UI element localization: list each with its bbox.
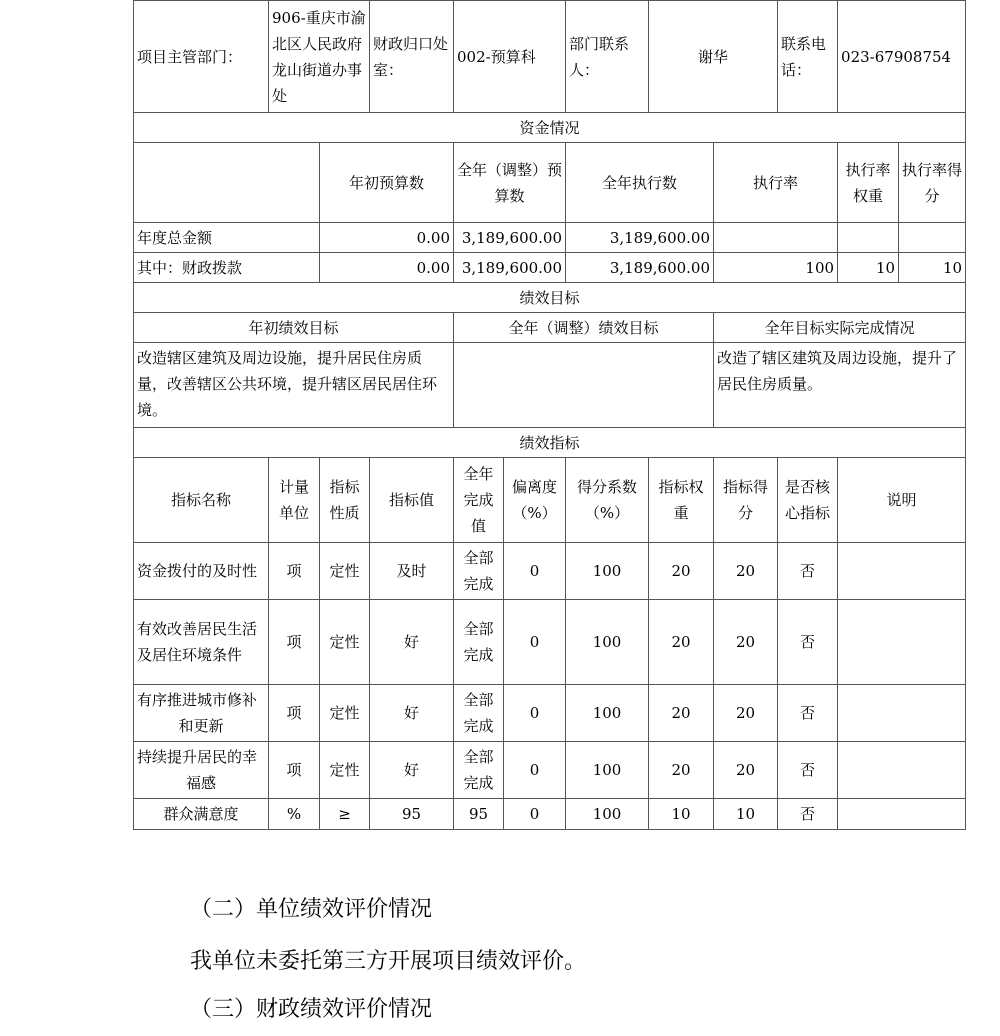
indicator-score-coefficient: 100 bbox=[566, 543, 649, 600]
funds-initial: 0.00 bbox=[320, 223, 454, 253]
funds-section-title: 资金情况 bbox=[134, 113, 966, 143]
indicator-unit: 项 bbox=[269, 600, 320, 685]
indicator-indicator-name: 资金拨付的及时性 bbox=[134, 543, 269, 600]
project-info-row bbox=[134, 1, 966, 113]
contact-label: 部门联系人： bbox=[566, 1, 649, 113]
indicator-score: 20 bbox=[714, 600, 778, 685]
indicator-target-value: 好 bbox=[370, 685, 454, 742]
indicator-deviation: 0 bbox=[504, 685, 566, 742]
indicator-remark bbox=[838, 685, 966, 742]
indicator-weight: 10 bbox=[649, 799, 714, 830]
goals-header: 全年目标实际完成情况 bbox=[714, 313, 966, 343]
funds-weight bbox=[838, 223, 899, 253]
funds-weight: 10 bbox=[838, 253, 899, 283]
indicator-nature: ≥ bbox=[320, 799, 370, 830]
indicator-unit: 项 bbox=[269, 742, 320, 799]
goals-header-row bbox=[134, 313, 966, 343]
funds-rate bbox=[714, 223, 838, 253]
indicator-score-coefficient: 100 bbox=[566, 600, 649, 685]
indicator-target-value: 95 bbox=[370, 799, 454, 830]
indicator-row bbox=[134, 600, 966, 685]
funds-row bbox=[134, 253, 966, 283]
indicator-weight: 20 bbox=[649, 742, 714, 799]
adjusted-goal-text bbox=[454, 343, 714, 428]
indicator-indicator-name: 群众满意度 bbox=[134, 799, 269, 830]
funds-header: 执行率 bbox=[714, 143, 838, 223]
indicators-body bbox=[134, 543, 966, 830]
funds-executed: 3,189,600.00 bbox=[566, 223, 714, 253]
indicator-remark bbox=[838, 799, 966, 830]
indicator-score: 20 bbox=[714, 742, 778, 799]
indicator-score-coefficient: 100 bbox=[566, 685, 649, 742]
indicator-actual-value: 全部完成 bbox=[454, 543, 504, 600]
indicator-is-core: 否 bbox=[778, 799, 838, 830]
funds-header: 执行率得分 bbox=[899, 143, 966, 223]
indicator-deviation: 0 bbox=[504, 600, 566, 685]
funds-header: 全年执行数 bbox=[566, 143, 714, 223]
indicator-indicator-name: 有序推进城市修补和更新 bbox=[134, 685, 269, 742]
indicator-unit: % bbox=[269, 799, 320, 830]
indicator-remark bbox=[838, 742, 966, 799]
funds-header: 全年（调整）预算数 bbox=[454, 143, 566, 223]
funds-adjusted: 3,189,600.00 bbox=[454, 223, 566, 253]
indicator-deviation: 0 bbox=[504, 742, 566, 799]
indicator-header: 指标性质 bbox=[320, 458, 370, 543]
indicator-row bbox=[134, 543, 966, 600]
indicator-indicator-name: 持续提升居民的幸福感 bbox=[134, 742, 269, 799]
indicator-nature: 定性 bbox=[320, 543, 370, 600]
funds-header: 执行率权重 bbox=[838, 143, 899, 223]
indicator-target-value: 好 bbox=[370, 600, 454, 685]
goals-content-row bbox=[134, 343, 966, 428]
indicator-actual-value: 全部完成 bbox=[454, 742, 504, 799]
indicator-is-core: 否 bbox=[778, 685, 838, 742]
indicator-actual-value: 95 bbox=[454, 799, 504, 830]
indicator-header: 计量单位 bbox=[269, 458, 320, 543]
indicator-row bbox=[134, 742, 966, 799]
indicator-remark bbox=[838, 600, 966, 685]
indicator-target-value: 好 bbox=[370, 742, 454, 799]
indicator-indicator-name: 有效改善居民生活及居住环境条件 bbox=[134, 600, 269, 685]
indicator-is-core: 否 bbox=[778, 600, 838, 685]
indicator-nature: 定性 bbox=[320, 685, 370, 742]
indicator-remark bbox=[838, 543, 966, 600]
goals-section-title: 绩效目标 bbox=[134, 283, 966, 313]
indicator-score: 20 bbox=[714, 543, 778, 600]
indicator-header: 全年完成值 bbox=[454, 458, 504, 543]
funds-adjusted: 3,189,600.00 bbox=[454, 253, 566, 283]
indicator-nature: 定性 bbox=[320, 742, 370, 799]
funds-score bbox=[899, 223, 966, 253]
goals-header: 全年（调整）绩效目标 bbox=[454, 313, 714, 343]
indicator-header: 指标权重 bbox=[649, 458, 714, 543]
funds-row bbox=[134, 223, 966, 253]
indicator-header: 是否核心指标 bbox=[778, 458, 838, 543]
indicator-score: 10 bbox=[714, 799, 778, 830]
indicator-weight: 20 bbox=[649, 600, 714, 685]
indicator-target-value: 及时 bbox=[370, 543, 454, 600]
actual-completion-text: 改造了辖区建筑及周边设施，提升了居民住房质量。 bbox=[714, 343, 966, 428]
performance-table bbox=[133, 0, 966, 830]
funds-score: 10 bbox=[899, 253, 966, 283]
funds-rate: 100 bbox=[714, 253, 838, 283]
funds-row-label: 年度总金额 bbox=[134, 223, 320, 253]
phone-value: 023-67908754 bbox=[838, 1, 966, 113]
indicator-header: 偏离度（%） bbox=[504, 458, 566, 543]
unit-evaluation-paragraph: 我单位未委托第三方开展项目绩效评价。 bbox=[190, 949, 587, 974]
indicator-deviation: 0 bbox=[504, 799, 566, 830]
indicator-score-coefficient: 100 bbox=[566, 799, 649, 830]
indicator-header: 说明 bbox=[838, 458, 966, 543]
indicator-weight: 20 bbox=[649, 685, 714, 742]
indicator-header: 指标得分 bbox=[714, 458, 778, 543]
funds-header-row bbox=[134, 143, 966, 223]
indicator-actual-value: 全部完成 bbox=[454, 600, 504, 685]
indicators-section-title: 绩效指标 bbox=[134, 428, 966, 458]
funds-header: 年初预算数 bbox=[320, 143, 454, 223]
dept-value: 906-重庆市渝北区人民政府龙山街道办事处 bbox=[269, 1, 370, 113]
indicator-row bbox=[134, 685, 966, 742]
finance-value: 002-预算科 bbox=[454, 1, 566, 113]
contact-value: 谢华 bbox=[649, 1, 778, 113]
funds-executed: 3,189,600.00 bbox=[566, 253, 714, 283]
funds-header-blank bbox=[134, 143, 320, 223]
initial-goal-text: 改造辖区建筑及周边设施，提升居民住房质量，改善辖区公共环境，提升辖区居民居住环境。 bbox=[134, 343, 454, 428]
indicator-row bbox=[134, 799, 966, 830]
finance-label: 财政归口处室： bbox=[370, 1, 454, 113]
indicator-actual-value: 全部完成 bbox=[454, 685, 504, 742]
indicator-score-coefficient: 100 bbox=[566, 742, 649, 799]
phone-label: 联系电话： bbox=[778, 1, 838, 113]
indicator-score: 20 bbox=[714, 685, 778, 742]
section-heading-finance-evaluation: （三）财政绩效评价情况 bbox=[190, 997, 433, 1022]
indicators-header-row bbox=[134, 458, 966, 543]
indicator-deviation: 0 bbox=[504, 543, 566, 600]
funds-row-label: 其中：财政拨款 bbox=[134, 253, 320, 283]
indicator-is-core: 否 bbox=[778, 543, 838, 600]
section-heading-unit-evaluation: （二）单位绩效评价情况 bbox=[190, 897, 433, 922]
dept-label: 项目主管部门： bbox=[134, 1, 269, 113]
indicator-header: 得分系数（%） bbox=[566, 458, 649, 543]
indicator-unit: 项 bbox=[269, 543, 320, 600]
indicator-weight: 20 bbox=[649, 543, 714, 600]
indicator-nature: 定性 bbox=[320, 600, 370, 685]
indicator-unit: 项 bbox=[269, 685, 320, 742]
indicator-header: 指标值 bbox=[370, 458, 454, 543]
indicator-header: 指标名称 bbox=[134, 458, 269, 543]
goals-header: 年初绩效目标 bbox=[134, 313, 454, 343]
indicator-is-core: 否 bbox=[778, 742, 838, 799]
funds-initial: 0.00 bbox=[320, 253, 454, 283]
